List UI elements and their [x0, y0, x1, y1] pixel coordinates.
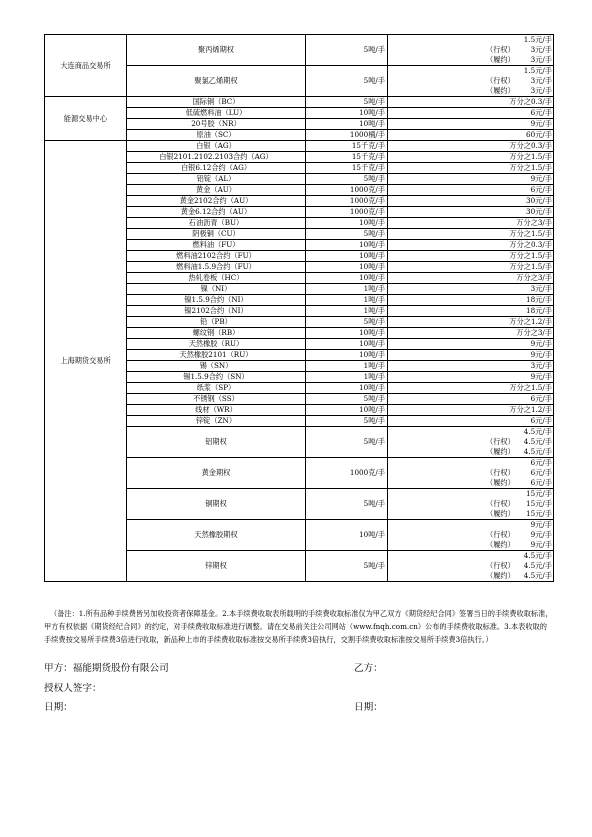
trade-unit: 5吨/手 [306, 489, 388, 520]
product-name: 天然橡胶2101（RU） [127, 350, 306, 361]
fee-line [388, 540, 553, 550]
fee-value: 万分之3/手 [388, 273, 554, 284]
fee-value: 18元/手 [388, 295, 554, 306]
fee-line-value: 4.5元/手 [523, 571, 552, 580]
trade-unit: 10吨/手 [306, 520, 388, 551]
fee-line [388, 76, 553, 86]
fee-line-value: 3元/手 [530, 76, 552, 85]
product-name: 线材（WR） [127, 405, 306, 416]
fee-line-value: 4.5元/手 [523, 447, 552, 456]
fee-line [388, 478, 553, 488]
product-name: 20号胶（NR） [127, 119, 306, 130]
product-name: 锌期权 [127, 551, 306, 582]
trade-unit: 1000克/手 [306, 196, 388, 207]
fee-line [388, 447, 553, 457]
fee-line-value: 6元/手 [530, 478, 552, 487]
trade-unit: 15千克/手 [306, 163, 388, 174]
trade-unit: 10吨/手 [306, 251, 388, 262]
product-name: 黄金2102合约（AU） [127, 196, 306, 207]
notes-paragraph: （备注：1.所有品种手续费皆另加收投资者保障基金。2.本手续费收取表所载明的手续费收取标准仅为甲乙双方《期货经纪合同》签署当日的手续费收取标准，甲方有权依据《期货经纪合同》的约定，对手续费收取标准进行调整。请在交易前关注公司网站（www.fnqh.com.cn）公布的手续费收取标准。3.本表收取的手续费按交易所手续费3倍进行收取，新品种上市的手续费收取标准按交易所手续费3倍执行，交割手续费收取标准按交易所手续费3倍执行。） [44, 609, 553, 644]
product-name: 热轧卷板（HC） [127, 273, 306, 284]
fee-line-value: 4.5元/手 [523, 561, 552, 570]
fee-value: 万分之1.5/手 [388, 262, 554, 273]
fee-line [388, 551, 553, 561]
product-name: 镍2102合约（NI） [127, 306, 306, 317]
fee-multi-cell [388, 458, 554, 489]
fee-line-label: （履约） [486, 86, 515, 95]
fee-line-value: 3元/手 [530, 45, 552, 54]
trade-unit: 5吨/手 [306, 35, 388, 66]
product-name: 白银2101.2102.2103合约（AG） [127, 152, 306, 163]
fee-line-value: 3元/手 [530, 55, 552, 64]
product-name: 白银（AG） [127, 141, 306, 152]
fee-value: 万分之1.5/手 [388, 383, 554, 394]
trade-unit: 10吨/手 [306, 328, 388, 339]
trade-unit: 5吨/手 [306, 229, 388, 240]
product-name: 螺纹钢（RB） [127, 328, 306, 339]
product-name: 铝期权 [127, 427, 306, 458]
fee-line-value: 3元/手 [530, 86, 552, 95]
exchange-name-dalian: 大连商品交易所 [45, 35, 127, 97]
product-name: 黄金6.12合约（AU） [127, 207, 306, 218]
product-name: 原油（SC） [127, 130, 306, 141]
fee-line [388, 530, 553, 540]
fee-line-value: 15元/手 [526, 499, 552, 508]
fee-line-value: 4.5元/手 [523, 551, 552, 560]
table-row [45, 35, 554, 66]
trade-unit: 1000克/手 [306, 458, 388, 489]
fee-line [388, 468, 553, 478]
product-name: 天然橡胶（RU） [127, 339, 306, 350]
fee-value: 万分之1.2/手 [388, 317, 554, 328]
trade-unit: 10吨/手 [306, 339, 388, 350]
trade-unit: 10吨/手 [306, 350, 388, 361]
fee-value: 万分之3/手 [388, 328, 554, 339]
fee-table [44, 34, 554, 582]
fee-multi-cell [388, 427, 554, 458]
fee-multi-cell [388, 35, 554, 66]
trade-unit: 10吨/手 [306, 405, 388, 416]
fee-line [388, 55, 553, 65]
product-name: 镍（NI） [127, 284, 306, 295]
fee-line-value: 9元/手 [530, 520, 552, 529]
trade-unit: 15千克/手 [306, 141, 388, 152]
product-name: 纸浆（SP） [127, 383, 306, 394]
product-name: 锡（SN） [127, 361, 306, 372]
product-name: 铜期权 [127, 489, 306, 520]
fee-line-label: （行权） [486, 561, 515, 570]
fee-line-label: （履约） [486, 540, 515, 549]
fee-value: 万分之3/手 [388, 218, 554, 229]
product-name: 锡1.5.9合约（SN） [127, 372, 306, 383]
product-name: 铝锭（AL） [127, 174, 306, 185]
trade-unit: 5吨/手 [306, 174, 388, 185]
table-row [45, 141, 554, 152]
fee-line-value: 9元/手 [530, 530, 552, 539]
fee-value: 9元/手 [388, 350, 554, 361]
fee-line-value: 4.5元/手 [523, 427, 552, 436]
product-name: 燃料油1.5.9合约（FU） [127, 262, 306, 273]
product-name: 黄金期权 [127, 458, 306, 489]
trade-unit: 1吨/手 [306, 306, 388, 317]
fee-line-label: （履约） [486, 509, 515, 518]
fee-value: 万分之1.5/手 [388, 229, 554, 240]
fee-value: 万分之0.3/手 [388, 141, 554, 152]
fee-line [388, 509, 553, 519]
fee-line-label: （履约） [486, 55, 515, 64]
fee-value: 9元/手 [388, 339, 554, 350]
trade-unit: 1吨/手 [306, 372, 388, 383]
authorized-signature-label: 授权人签字： [44, 683, 102, 694]
table-row [45, 97, 554, 108]
fee-value: 30元/手 [388, 207, 554, 218]
fee-line-label: （履约） [486, 571, 515, 580]
trade-unit: 5吨/手 [306, 97, 388, 108]
fee-line [388, 520, 553, 530]
trade-unit: 5吨/手 [306, 551, 388, 582]
fee-line [388, 427, 553, 437]
fee-line-label: （履约） [486, 478, 515, 487]
trade-unit: 1吨/手 [306, 295, 388, 306]
fee-line [388, 489, 553, 499]
fee-line [388, 66, 553, 76]
fee-value: 万分之1.5/手 [388, 163, 554, 174]
trade-unit: 5吨/手 [306, 66, 388, 97]
fee-line-label: （行权） [486, 45, 515, 54]
trade-unit: 5吨/手 [306, 394, 388, 405]
fee-multi-cell [388, 520, 554, 551]
fee-line-value: 4.5元/手 [523, 437, 552, 446]
fee-line [388, 561, 553, 571]
fee-line [388, 499, 553, 509]
fee-line-label: （行权） [486, 530, 515, 539]
fee-line-value: 1.5元/手 [523, 35, 552, 44]
fee-value: 万分之1.5/手 [388, 251, 554, 262]
fee-value: 万分之1.5/手 [388, 152, 554, 163]
party-b-label: 乙方： [354, 663, 383, 674]
trade-unit: 1吨/手 [306, 361, 388, 372]
trade-unit: 5吨/手 [306, 416, 388, 427]
product-name: 燃料油（FU） [127, 240, 306, 251]
fee-value: 60元/手 [388, 130, 554, 141]
fee-line-value: 15元/手 [526, 509, 552, 518]
trade-unit: 10吨/手 [306, 108, 388, 119]
exchange-name-ine: 能源交易中心 [45, 97, 127, 141]
trade-unit: 10吨/手 [306, 273, 388, 284]
fee-value: 30元/手 [388, 196, 554, 207]
product-name: 聚丙烯期权 [127, 35, 306, 66]
fee-line-value: 15元/手 [526, 489, 552, 498]
product-name: 低硫燃料油（LU） [127, 108, 306, 119]
trade-unit: 10吨/手 [306, 383, 388, 394]
fee-line-label: （行权） [486, 499, 515, 508]
fee-value: 18元/手 [388, 306, 554, 317]
fee-value: 9元/手 [388, 119, 554, 130]
date-a-label: 日期： [44, 702, 73, 713]
fee-table-body [45, 35, 554, 582]
fee-multi-cell [388, 489, 554, 520]
product-name: 镍1.5.9合约（NI） [127, 295, 306, 306]
fee-value: 6元/手 [388, 108, 554, 119]
product-name: 阴极铜（CU） [127, 229, 306, 240]
trade-unit: 10吨/手 [306, 119, 388, 130]
fee-line-label: （行权） [486, 76, 515, 85]
fee-line-value: 9元/手 [530, 540, 552, 549]
product-name: 黄金（AU） [127, 185, 306, 196]
date-b-label: 日期： [354, 702, 383, 713]
product-name: 国际铜（BC） [127, 97, 306, 108]
trade-unit: 10吨/手 [306, 262, 388, 273]
party-a-label: 甲方：福能期货股份有限公司 [44, 663, 169, 674]
fee-value: 万分之0.3/手 [388, 97, 554, 108]
fee-line [388, 45, 553, 55]
fee-line [388, 35, 553, 45]
trade-unit: 5吨/手 [306, 317, 388, 328]
fee-value: 9元/手 [388, 174, 554, 185]
fee-line-value: 6元/手 [530, 458, 552, 467]
trade-unit: 5吨/手 [306, 427, 388, 458]
exchange-name-shfe: 上海期货交易所 [45, 141, 127, 582]
trade-unit: 10吨/手 [306, 218, 388, 229]
fee-value: 6元/手 [388, 394, 554, 405]
product-name: 锌锭（ZN） [127, 416, 306, 427]
fee-line [388, 437, 553, 447]
fee-value: 万分之1.2/手 [388, 405, 554, 416]
product-name: 白银6.12合约（AG） [127, 163, 306, 174]
trade-unit: 1000克/手 [306, 185, 388, 196]
fee-line-value: 6元/手 [530, 468, 552, 477]
fee-line [388, 86, 553, 96]
trade-unit: 1000克/手 [306, 207, 388, 218]
product-name: 石油沥青（BU） [127, 218, 306, 229]
trade-unit: 1000桶/手 [306, 130, 388, 141]
fee-multi-cell [388, 551, 554, 582]
fee-multi-cell [388, 66, 554, 97]
fee-value: 9元/手 [388, 372, 554, 383]
fee-line-label: （行权） [486, 468, 515, 477]
fee-line [388, 571, 553, 581]
fee-line-label: （履约） [486, 447, 515, 456]
product-name: 不锈钢（SS） [127, 394, 306, 405]
fee-value: 6元/手 [388, 185, 554, 196]
product-name: 聚氯乙烯期权 [127, 66, 306, 97]
fee-value: 万分之0.3/手 [388, 240, 554, 251]
fee-value: 3元/手 [388, 284, 554, 295]
fee-line-label: （行权） [486, 437, 515, 446]
fee-line-value: 1.5元/手 [523, 66, 552, 75]
fee-line [388, 458, 553, 468]
trade-unit: 10吨/手 [306, 240, 388, 251]
fee-value: 6元/手 [388, 416, 554, 427]
trade-unit: 1吨/手 [306, 284, 388, 295]
trade-unit: 15千克/手 [306, 152, 388, 163]
product-name: 燃料油2102合约（FU） [127, 251, 306, 262]
fee-value: 3元/手 [388, 361, 554, 372]
product-name: 铅（PB） [127, 317, 306, 328]
product-name: 天然橡胶期权 [127, 520, 306, 551]
